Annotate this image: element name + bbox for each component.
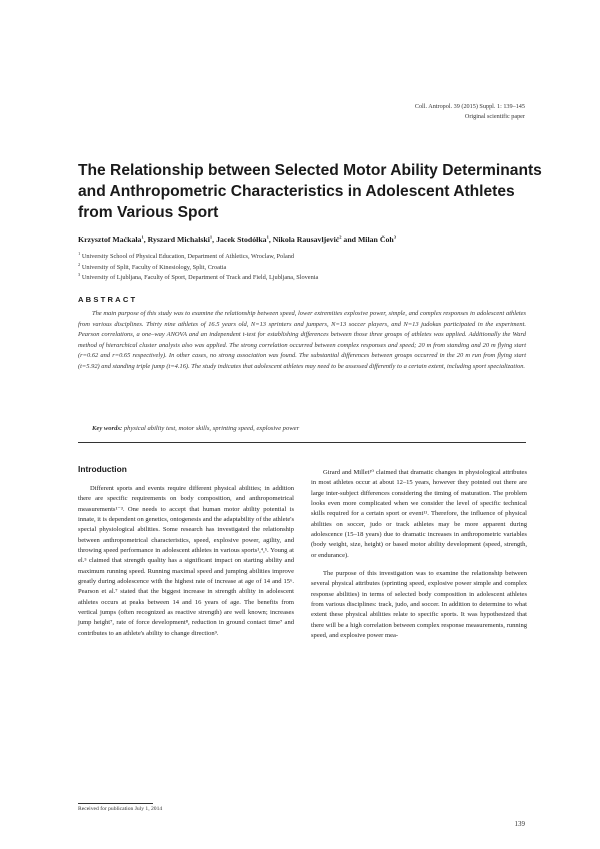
affiliation-marker: 3 [78, 272, 81, 278]
left-column [78, 484, 294, 647]
journal-header [415, 102, 525, 122]
author-name: Krzysztof Maćkała [78, 235, 142, 244]
page-number: 139 [514, 820, 525, 828]
affiliation-text: University of Ljubljana, Faculty of Sport, Department of Track and Field, Ljubljana, Slovenia [80, 274, 319, 282]
affiliation [78, 263, 318, 274]
abstract-heading: ABSTRACT [78, 295, 138, 304]
paragraph: Different sports and events require different physical abilities; in addition there are specific requirements on body composition, and anthropometrical measurements¹⁻³. One needs to accept that human motor ability potential is innate, it is dependent on genetics, ontogenesis and the adaptability of the athlete's special physiological abilities. Some research has investigated the relationship between anthropometrical characteristics, speed, explosive power, agility, and throwing speed performance in adolescent athletes in various sports¹,⁴,⁵. Young at el.⁵ claimed that strength quality has a significant impact on starting ability and maximum running speed. Running maximal speed and jumping abilities improve greatly during adolescence with the highest rate of increase at age of 14 and 15⁶. Pearson et al.⁷ stated that the biggest increase in strength ability in adolescent athletes occurs at peaks between 14 and 16 years of age. The benefits from vertical jumps (often recognized as reactive strength) are well known; increases jump height⁷, rate of force development⁸, reduction in ground contact time⁷ and contributes to an athlete's ability to change direction⁹. [78, 485, 294, 637]
affiliation-marker: 2 [78, 261, 81, 267]
abstract-text: The main purpose of this study was to examine the relationship between speed, lower extremities explosive power, simple, and complex responses in adolescent athletes from various disciplines. Thirty nine athletes of 16.5 years old, N=13 sprinters and jumpers, N=13 soccer players, and N=13 judokas participated in the experiment. Pearson correlations, a one–way ANOVA and an independent t-test for establishing differences between those three groups of athletes was applied. Additionally the Ward method of hierarchical cluster analysis also was applied. The strong correlation occurred between complex responses and speed; 20 m from standing and 20 m flying start (r=0.62 and r=0.65 respectively). In other cases, no strong association was found. The substantial differences between groups occurred in the 20 m run from flying start (t=5.92) and standing triple jump (t=4.16). The study indicates that adolescent athletes may need to be assessed differently to a certain extent, including sport specialization. [78, 310, 526, 370]
author-name: Jacek Stodółka [216, 235, 267, 244]
right-column [311, 468, 527, 650]
author-name: Ryszard Michalski [147, 235, 210, 244]
section-divider [78, 442, 526, 443]
footnote-divider [78, 803, 153, 804]
author-name: Milan Čoh [357, 235, 394, 244]
author-affiliation-marker: 1 [209, 234, 213, 240]
affiliation-marker: 1 [78, 250, 81, 256]
journal-citation: Coll. Antropol. 39 (2015) Suppl. 1: 139–145 [414, 103, 525, 110]
keywords-text: physical ability test, motor skills, sprinting speed, explosive power [122, 425, 300, 432]
paper-title: The Relationship between Selected Motor Ability Determinants and Anthropometric Characteristics in Adolescent Athletes from Various Sport [78, 162, 542, 221]
author-name: Nikola Rausavljević [272, 235, 340, 244]
article-type: Original scientific paper [464, 113, 525, 120]
affiliation [78, 252, 318, 263]
author-affiliation-marker: 1 [141, 234, 144, 240]
received-date-footnote: Received for publication July 1, 2014 [78, 806, 163, 812]
author-affiliation-marker: 1 [266, 234, 269, 240]
author-list: Krzysztof Maćkała$^1$, Ryszard Michalski$^1$, Jacek Stodółka$^1$, Nikola Rausavljević$^2$ and Milan Čoh$^3$ [78, 234, 396, 244]
affiliation-text: University of Split, Faculty of Kinesiology, Split, Croatia [80, 263, 227, 271]
author-affiliation-marker: 2 [339, 234, 342, 240]
affiliation-list [78, 252, 318, 284]
paragraph: Girard and Millet¹⁰ claimed that dramatic changes in physiological attributes in most athletes occur at about 12–15 years, however they pointed out there are large inter-subject differences considering the timing of maturation. The problem looks even more complicated when we consider the level of specific technical skills required for a certain sport or event¹¹. Therefore, the influence of physical abilities on soccer, judo or track athletes may be more apparent during adolescence (15–18 years) due to dramatic increases in anthropometric variables (body weight, size, height) or based motor ability development (speed, strength, or endurance). [311, 469, 527, 559]
affiliation-text: University School of Physical Education, Department of Athletics, Wroclaw, Poland [80, 253, 295, 260]
affiliation [78, 273, 318, 284]
paragraph: The purpose of this investigation was to examine the relationship between several physical attributes (sprinting speed, explosive power simple and complex response abilities) in terms of selected body composition in adolescent athletes from various disciplines: track, judo, and soccer. In addition to determine to what extent these physical abilities relate to specific sports. It was hypothesized that there will be a high correlation between complex response measurements, running speed, and explosive power mea- [311, 570, 527, 640]
author-affiliation-marker: 3 [393, 234, 396, 240]
keywords [92, 425, 532, 432]
introduction-heading: Introduction [78, 464, 127, 474]
keywords-label: Key words: [92, 425, 123, 432]
